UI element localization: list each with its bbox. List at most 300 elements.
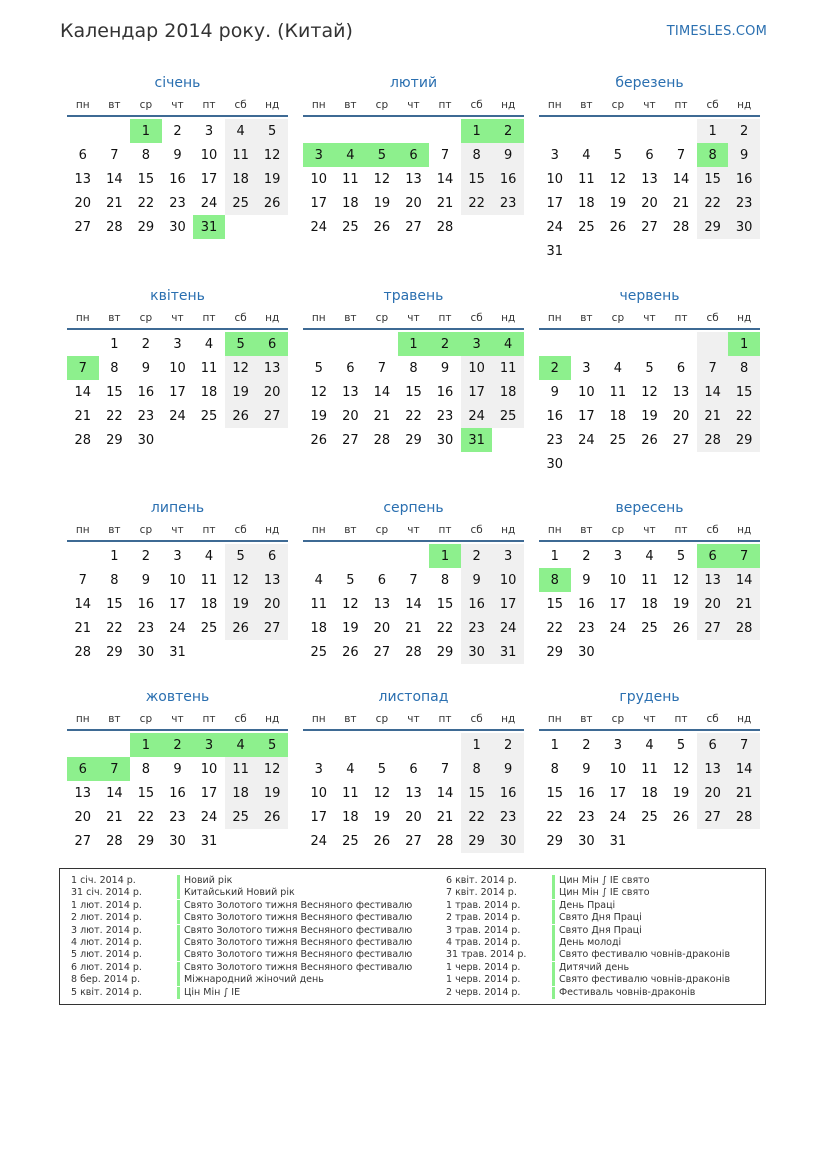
day-cell: 29 — [436, 644, 454, 660]
day-cell: 9 — [582, 572, 591, 588]
day-cell: 10 — [169, 572, 186, 588]
weekday-header — [303, 97, 524, 117]
day-cell: 15 — [461, 167, 493, 191]
weekday-label: нд — [501, 99, 516, 111]
day-cell: 7 — [676, 147, 686, 163]
day-cell: 16 — [492, 167, 524, 191]
day-cell: 27 — [74, 833, 92, 849]
day-cell: 4 — [346, 761, 355, 777]
day-cell: 15 — [461, 781, 493, 805]
day-cell: 18 — [200, 596, 218, 612]
day-cell: 6 — [377, 572, 387, 588]
day-cell: 28 — [672, 219, 690, 235]
weekday-label: чт — [643, 312, 656, 324]
day-cell: 24 — [546, 219, 564, 235]
month-name: грудень — [619, 689, 680, 705]
day-cell: 17 — [609, 596, 627, 612]
weekday-label: ср — [611, 713, 625, 725]
day-cell: 21 — [436, 195, 454, 211]
weekday-header — [303, 522, 524, 542]
day-cell: 24 — [609, 809, 627, 825]
legend-date: 1 черв. 2014 р. — [446, 974, 521, 986]
day-cell: 20 — [405, 809, 422, 825]
day-cell: 18 — [342, 809, 359, 825]
month-1 — [303, 72, 524, 239]
day-cell: 19 — [342, 620, 359, 636]
day-cell: 21 — [436, 809, 454, 825]
day-cell: 20 — [641, 195, 658, 211]
page-title: Календар 2014 року. (Китай) — [60, 20, 353, 42]
day-cell: 29 — [728, 428, 760, 452]
weekday-label: чт — [643, 713, 656, 725]
holiday-day-cell: 8 — [539, 568, 571, 592]
empty-day-cell — [665, 119, 697, 143]
holiday-legend — [59, 868, 766, 1005]
month-4 — [303, 285, 524, 452]
legend-holiday-name: Свято Дня Праці — [552, 912, 642, 924]
day-cell: 18 — [641, 596, 658, 612]
weekday-header — [303, 310, 524, 330]
day-cell: 18 — [200, 384, 218, 400]
legend-date: 7 квіт. 2014 р. — [446, 887, 517, 899]
day-cell: 9 — [728, 143, 760, 167]
month-name: жовтень — [145, 689, 210, 705]
site-brand-link[interactable]: TIMESLES.COM — [666, 24, 767, 39]
weekday-label: пт — [674, 99, 688, 111]
day-cell: 9 — [492, 143, 524, 167]
day-cell: 19 — [672, 785, 690, 801]
day-grid — [303, 733, 524, 853]
month-name: січень — [154, 75, 201, 91]
day-cell: 30 — [728, 215, 760, 239]
holiday-day-cell: 1 — [398, 332, 430, 356]
day-cell: 30 — [137, 644, 155, 660]
day-cell: 14 — [728, 568, 760, 592]
day-cell: 22 — [697, 191, 729, 215]
legend-holiday-name: День молоді — [552, 937, 621, 949]
weekday-header — [539, 711, 760, 731]
day-cell: 5 — [256, 119, 288, 143]
day-grid — [539, 544, 760, 664]
day-cell: 11 — [342, 785, 359, 801]
day-cell: 23 — [578, 620, 595, 636]
day-cell: 14 — [74, 384, 92, 400]
day-cell: 19 — [672, 596, 690, 612]
weekday-label: нд — [501, 713, 516, 725]
legend-holiday-name: Цин Мін ∫ IE свято — [552, 887, 650, 899]
day-cell: 5 — [314, 360, 323, 376]
day-grid — [67, 332, 288, 452]
day-cell: 24 — [200, 195, 218, 211]
holiday-day-cell: 3 — [461, 332, 493, 356]
legend-date: 1 січ. 2014 р. — [71, 875, 136, 886]
day-cell: 10 — [169, 360, 186, 376]
day-cell: 9 — [492, 757, 524, 781]
day-cell: 12 — [609, 171, 627, 187]
weekday-label: пт — [674, 713, 688, 725]
day-cell: 5 — [676, 548, 686, 564]
holiday-day-cell: 5 — [225, 332, 257, 356]
weekday-label: сб — [706, 524, 719, 536]
day-cell: 31 — [200, 833, 218, 849]
weekday-label: чт — [171, 524, 184, 536]
day-cell: 17 — [609, 785, 627, 801]
day-cell: 13 — [256, 356, 288, 380]
day-cell: 8 — [461, 143, 493, 167]
day-cell: 30 — [578, 833, 595, 849]
day-cell: 16 — [546, 408, 564, 424]
day-cell: 2 — [582, 548, 591, 564]
day-cell: 30 — [546, 456, 564, 472]
holiday-day-cell: 4 — [225, 733, 257, 757]
day-cell: 10 — [200, 147, 218, 163]
day-cell: 17 — [169, 384, 186, 400]
day-cell: 29 — [546, 833, 564, 849]
holiday-day-cell: 1 — [461, 119, 493, 143]
weekday-label: пн — [75, 99, 90, 111]
month-name: травень — [383, 288, 444, 304]
month-name: листопад — [378, 689, 449, 705]
day-cell: 26 — [641, 432, 658, 448]
empty-day-cell — [398, 544, 430, 568]
legend-holiday-name: Китайський Новий рік — [177, 887, 295, 899]
weekday-label: вт — [580, 99, 593, 111]
weekday-label: пн — [547, 713, 562, 725]
weekday-header — [67, 97, 288, 117]
legend-date: 5 квіт. 2014 р. — [71, 986, 142, 998]
weekday-label: сб — [470, 99, 483, 111]
day-cell: 18 — [225, 167, 257, 191]
day-cell: 27 — [697, 805, 729, 829]
day-cell: 26 — [373, 219, 391, 235]
day-cell: 10 — [609, 761, 627, 777]
legend-holiday-name: Свято фестивалю човнів-драконів — [552, 974, 730, 986]
weekday-label: нд — [265, 99, 280, 111]
day-cell: 19 — [641, 408, 658, 424]
day-grid — [303, 332, 524, 452]
day-cell: 27 — [697, 616, 729, 640]
legend-date: 31 січ. 2014 р. — [71, 887, 142, 899]
day-cell: 9 — [141, 572, 151, 588]
day-cell: 17 — [578, 408, 595, 424]
day-cell: 14 — [106, 171, 123, 187]
legend-holiday-name: Новий рік — [177, 875, 232, 887]
day-cell: 11 — [578, 171, 595, 187]
weekday-label: нд — [501, 312, 516, 324]
weekday-label: ср — [375, 713, 389, 725]
day-cell: 4 — [645, 548, 654, 564]
day-cell: 28 — [697, 428, 729, 452]
month-0 — [67, 72, 288, 239]
day-cell: 12 — [256, 143, 288, 167]
day-cell: 17 — [461, 380, 493, 404]
day-cell: 27 — [256, 404, 288, 428]
day-cell: 21 — [697, 404, 729, 428]
day-cell: 3 — [314, 761, 323, 777]
day-cell: 5 — [676, 737, 686, 753]
day-cell: 17 — [310, 195, 328, 211]
month-8 — [539, 497, 760, 664]
empty-day-cell — [99, 119, 131, 143]
day-cell: 6 — [78, 147, 87, 163]
day-cell: 3 — [204, 123, 214, 139]
day-cell: 29 — [137, 833, 155, 849]
day-cell: 2 — [141, 548, 151, 564]
day-cell: 11 — [492, 356, 524, 380]
month-name: квітень — [150, 288, 205, 304]
legend-date: 1 лют. 2014 р. — [71, 899, 142, 911]
legend-holiday-name: Свято Золотого тижня Весняного фестивалю — [177, 962, 412, 974]
empty-day-cell — [634, 119, 666, 143]
day-cell: 13 — [342, 384, 359, 400]
day-cell: 28 — [436, 833, 454, 849]
weekday-label: ср — [375, 524, 389, 536]
legend-holiday-name: Свято Золотого тижня Весняного фестивалю — [177, 925, 412, 937]
legend-date: 6 квіт. 2014 р. — [446, 875, 517, 886]
day-cell: 24 — [461, 404, 493, 428]
legend-date: 4 лют. 2014 р. — [71, 936, 142, 948]
day-cell: 7 — [440, 147, 450, 163]
day-cell: 15 — [137, 171, 155, 187]
day-cell: 14 — [106, 785, 123, 801]
day-cell: 13 — [697, 568, 729, 592]
day-cell: 28 — [405, 644, 422, 660]
day-cell: 3 — [173, 548, 182, 564]
empty-day-cell — [634, 332, 666, 356]
day-cell: 17 — [200, 785, 218, 801]
day-cell: 28 — [106, 219, 123, 235]
day-cell: 2 — [461, 544, 493, 568]
weekday-label: нд — [265, 524, 280, 536]
day-cell: 10 — [200, 761, 218, 777]
legend-holiday-name: Свято Дня Праці — [552, 925, 642, 937]
day-cell: 22 — [728, 404, 760, 428]
day-cell: 31 — [492, 640, 524, 664]
empty-day-cell — [303, 733, 335, 757]
weekday-label: пн — [311, 713, 326, 725]
day-cell: 26 — [225, 616, 257, 640]
day-cell: 25 — [310, 644, 328, 660]
weekday-label: сб — [470, 524, 483, 536]
day-cell: 14 — [74, 596, 92, 612]
weekday-label: вт — [580, 312, 593, 324]
legend-date: 5 лют. 2014 р. — [71, 949, 142, 961]
day-cell: 22 — [106, 620, 123, 636]
day-cell: 29 — [697, 215, 729, 239]
day-cell: 1 — [697, 119, 729, 143]
day-cell: 9 — [173, 147, 182, 163]
day-cell: 14 — [373, 384, 391, 400]
empty-day-cell — [697, 332, 729, 356]
day-cell: 29 — [137, 219, 155, 235]
day-cell: 5 — [613, 147, 623, 163]
day-cell: 18 — [609, 408, 627, 424]
day-grid — [67, 733, 288, 853]
day-cell: 2 — [492, 733, 524, 757]
day-cell: 5 — [346, 572, 355, 588]
day-cell: 21 — [373, 408, 391, 424]
day-cell: 24 — [169, 408, 186, 424]
day-cell: 8 — [141, 761, 151, 777]
day-cell: 2 — [173, 123, 182, 139]
day-cell: 10 — [310, 785, 328, 801]
day-cell: 19 — [310, 408, 328, 424]
day-cell: 16 — [728, 167, 760, 191]
day-cell: 2 — [141, 336, 151, 352]
day-cell: 27 — [74, 219, 92, 235]
weekday-label: чт — [407, 312, 420, 324]
empty-day-cell — [303, 332, 335, 356]
day-cell: 20 — [373, 620, 391, 636]
weekday-label: чт — [407, 524, 420, 536]
day-cell: 3 — [613, 737, 623, 753]
day-cell: 11 — [609, 384, 627, 400]
weekday-label: сб — [470, 312, 483, 324]
holiday-day-cell: 8 — [697, 143, 729, 167]
month-6 — [67, 497, 288, 664]
weekday-label: пт — [202, 312, 216, 324]
weekday-label: чт — [407, 713, 420, 725]
day-cell: 23 — [169, 195, 186, 211]
legend-holiday-name: Свято фестивалю човнів-драконів — [552, 949, 730, 961]
month-9 — [67, 686, 288, 853]
day-cell: 17 — [169, 596, 186, 612]
day-cell: 16 — [436, 384, 454, 400]
day-cell: 20 — [697, 781, 729, 805]
day-cell: 13 — [256, 568, 288, 592]
day-cell: 6 — [676, 360, 686, 376]
day-cell: 12 — [256, 757, 288, 781]
legend-date: 8 бер. 2014 р. — [71, 974, 141, 986]
day-cell: 17 — [200, 171, 218, 187]
weekday-label: нд — [737, 524, 752, 536]
weekday-label: нд — [737, 713, 752, 725]
day-cell: 11 — [225, 757, 257, 781]
weekday-header — [67, 522, 288, 542]
day-cell: 19 — [609, 195, 627, 211]
day-cell: 11 — [342, 171, 359, 187]
day-cell: 1 — [461, 733, 493, 757]
day-cell: 30 — [461, 640, 493, 664]
day-cell: 19 — [256, 781, 288, 805]
day-cell: 10 — [609, 572, 627, 588]
month-name: серпень — [383, 500, 444, 516]
day-cell: 28 — [728, 616, 760, 640]
weekday-header — [303, 711, 524, 731]
weekday-label: сб — [234, 312, 247, 324]
day-cell: 21 — [106, 809, 123, 825]
empty-day-cell — [335, 733, 367, 757]
day-cell: 24 — [578, 432, 595, 448]
day-cell: 24 — [609, 620, 627, 636]
day-cell: 21 — [74, 408, 92, 424]
day-cell: 11 — [200, 572, 218, 588]
day-cell: 22 — [546, 620, 564, 636]
day-cell: 30 — [169, 219, 186, 235]
weekday-label: нд — [737, 99, 752, 111]
day-cell: 28 — [373, 432, 391, 448]
legend-holiday-name: День Праці — [552, 900, 615, 912]
day-cell: 16 — [492, 781, 524, 805]
day-cell: 16 — [169, 171, 186, 187]
day-cell: 5 — [645, 360, 654, 376]
day-cell: 22 — [137, 195, 155, 211]
holiday-day-cell: 6 — [398, 143, 430, 167]
day-cell: 15 — [546, 785, 564, 801]
weekday-label: ср — [139, 312, 153, 324]
day-cell: 13 — [697, 757, 729, 781]
weekday-label: чт — [171, 312, 184, 324]
holiday-day-cell: 5 — [366, 143, 398, 167]
weekday-label: вт — [580, 524, 593, 536]
empty-day-cell — [335, 119, 367, 143]
holiday-day-cell: 4 — [335, 143, 367, 167]
day-cell: 2 — [728, 119, 760, 143]
day-cell: 8 — [440, 572, 450, 588]
day-cell: 18 — [225, 781, 257, 805]
day-cell: 25 — [578, 219, 595, 235]
day-cell: 21 — [672, 195, 690, 211]
weekday-label: сб — [470, 713, 483, 725]
day-cell: 7 — [377, 360, 387, 376]
day-cell: 19 — [225, 592, 257, 616]
day-cell: 9 — [582, 761, 591, 777]
legend-date: 2 трав. 2014 р. — [446, 912, 521, 924]
weekday-label: ср — [139, 524, 153, 536]
weekday-label: вт — [344, 524, 357, 536]
weekday-label: пн — [547, 99, 562, 111]
day-cell: 6 — [346, 360, 355, 376]
weekday-label: чт — [171, 99, 184, 111]
weekday-label: вт — [344, 312, 357, 324]
day-cell: 17 — [546, 195, 564, 211]
day-cell: 27 — [641, 219, 658, 235]
day-cell: 16 — [578, 596, 595, 612]
day-cell: 20 — [256, 592, 288, 616]
day-cell: 28 — [106, 833, 123, 849]
weekday-label: нд — [265, 713, 280, 725]
day-cell: 10 — [310, 171, 328, 187]
day-cell: 23 — [137, 620, 155, 636]
holiday-day-cell: 3 — [193, 733, 225, 757]
day-cell: 14 — [728, 757, 760, 781]
day-cell: 10 — [546, 171, 564, 187]
legend-holiday-name: Свято Золотого тижня Весняного фестивалю — [177, 949, 412, 961]
day-cell: 7 — [110, 147, 119, 163]
weekday-label: вт — [344, 713, 357, 725]
day-cell: 10 — [461, 356, 493, 380]
day-cell: 31 — [169, 644, 186, 660]
day-grid — [539, 119, 760, 263]
day-cell: 15 — [546, 596, 564, 612]
day-cell: 13 — [74, 171, 92, 187]
day-cell: 29 — [106, 644, 123, 660]
holiday-day-cell: 2 — [162, 733, 194, 757]
weekday-label: вт — [108, 524, 121, 536]
weekday-label: сб — [706, 713, 719, 725]
day-cell: 26 — [225, 404, 257, 428]
day-cell: 20 — [342, 408, 359, 424]
day-cell: 30 — [169, 833, 186, 849]
weekday-label: пн — [311, 99, 326, 111]
day-cell: 21 — [74, 620, 92, 636]
empty-day-cell — [67, 544, 99, 568]
day-cell: 25 — [225, 191, 257, 215]
month-name: лютий — [389, 75, 438, 91]
weekday-label: вт — [108, 713, 121, 725]
month-name: липень — [150, 500, 205, 516]
month-2 — [539, 72, 760, 263]
